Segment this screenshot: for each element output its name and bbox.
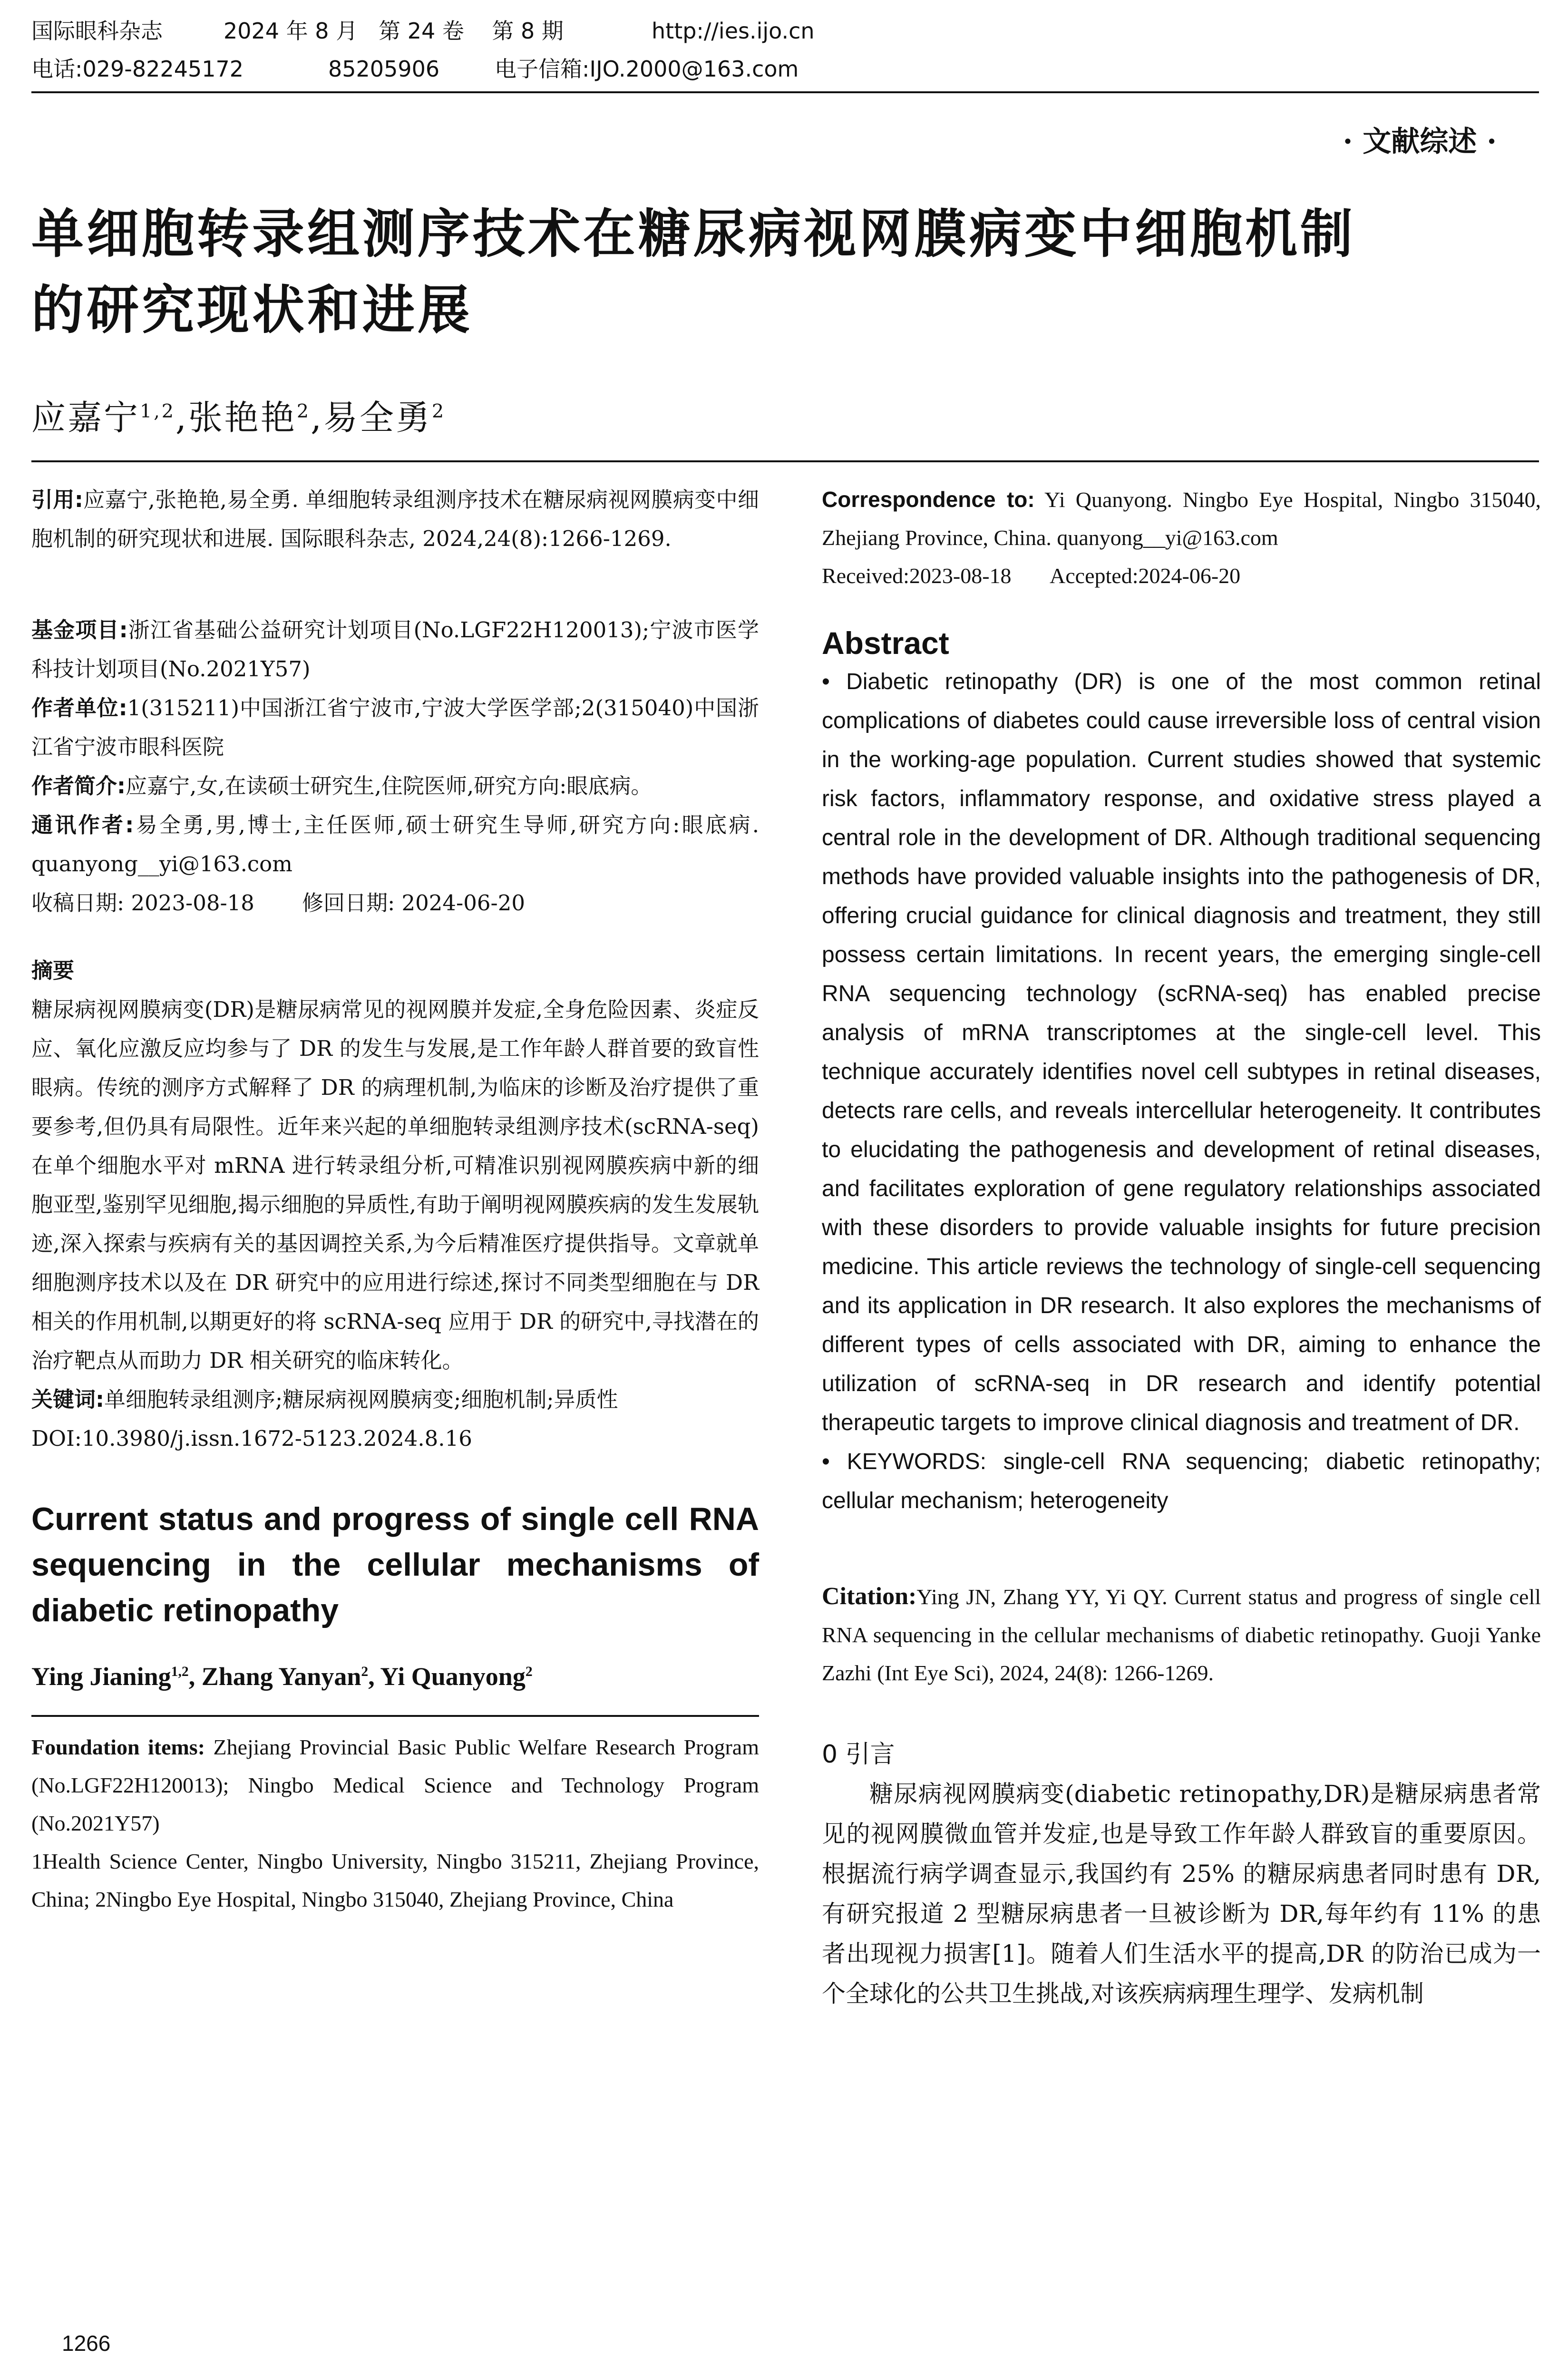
intro-heading: 0 引言 bbox=[822, 1740, 895, 1769]
dates-en: Received:2023-08-18 Accepted:2024-06-20 bbox=[822, 564, 1241, 588]
citation-en: Citation:Ying JN, Zhang YY, Yi QY. Current status and progress of single cell RNA sequencing in the cellular mechanisms of diabetic retinopathy. Guoji Yanke Zazhi (Int Eye Sci), 2024, 24(8): 1266-1269. bbox=[822, 1583, 1541, 1685]
correspondence-en: Correspondence to: Yi Quanyong. Ningbo Eye Hospital, Ningbo 315040, Zhejiang Province, China. quanyong__yi@163.com bbox=[822, 487, 1541, 550]
journal-url[interactable]: http://ies.ijo.cn bbox=[652, 18, 815, 44]
right-column bbox=[822, 480, 1541, 2014]
abstract-cn-text: 糖尿病视网膜病变(DR)是糖尿病常见的视网膜并发症,全身危险因素、炎症反应、氧化应激反应均参与了 DR 的发生与发展,是工作年龄人群首要的致盲性眼病。传统的测序方式解释了 DR 的病理机制,为临床的诊断及治疗提供了重要参考,但仍具有局限性。近年来兴起的单细胞转录组测序技术(scRNA-seq)在单个细胞水平对 mRNA 进行转录组分析,可精准识别视网膜疾病中新的细胞亚型,鉴别罕见细胞,揭示细胞的异质性,有助于阐明视网膜疾病的发生发展轨迹,深入探索与疾病有关的基因调控关系,为今后精准医疗提供指导。文章就单细胞测序技术以及在 DR 研究中的应用进行综述,探讨不同类型细胞在与 DR 相关的作用机制,以期更好的将 scRNA-seq 应用于 DR 的研究中,寻找潜在的治疗靶点从而助力 DR 相关研究的临床转化。 bbox=[31, 997, 759, 1373]
journal-name: 国际眼科杂志 bbox=[31, 18, 163, 44]
title-line-2: 的研究现状和进展 bbox=[31, 280, 473, 341]
doi[interactable]: DOI:10.3980/j.issn.1672-5123.2024.8.16 bbox=[31, 1426, 472, 1451]
unit-cn: 作者单位:1(315211)中国浙江省宁波市,宁波大学医学部;2(315040)中国浙江省宁波市眼科医院 bbox=[31, 695, 759, 760]
dates-cn: 收稿日期: 2023-08-18 修回日期: 2024-06-20 bbox=[31, 890, 525, 916]
abstract-en-text: • Diabetic retinopathy (DR) is one of the most common retinal complications of diabetes could cause irreversible loss of central vision in the working-age population. Current studies showed that systemic risk factors, inflammatory response, and oxidative stress played a central role in the development of DR. Although traditional sequencing methods have provided valuable insights into the pathogenesis of DR, offering crucial guidance for clinical diagnosis and treatment, they still possess certain limitations. In recent years, the emerging single-cell RNA sequencing technology (scRNA-seq) has enabled precise analysis of mRNA transcriptomes at the single-cell level. This technique accurately identifies novel cell subtypes in retinal diseases, detects rare cells, and reveals intercellular heterogeneity. It contributes to elucidating the pathogenesis and development of retinal diseases, and facilitates exploration of gene regulatory relationships associated with these disorders to provide valuable insights for future precision medicine. This article reviews the technology of single-cell sequencing and its application in DR research. It also explores the mechanisms of different types of cells associated with DR, aiming to enhance the utilization of scRNA-seq in DR research and identify potential therapeutic targets to improve clinical diagnosis and treatment of DR. bbox=[822, 669, 1541, 1435]
author-1-sup: 1,2 bbox=[140, 400, 175, 422]
page-number: 1266 bbox=[62, 2331, 111, 2356]
authors-rule bbox=[31, 460, 1539, 462]
english-authors-rule bbox=[31, 1696, 759, 1717]
authors-cn: 应嘉宁$^{1,2}$,张艳艳$^2$,易全勇$^2$ bbox=[31, 398, 446, 438]
corr-cn: 通讯作者:易全勇,男,博士,主任医师,硕士研究生导师,研究方向:眼底病. quanyong__yi@163.com bbox=[31, 812, 759, 877]
bio-cn: 作者简介:应嘉宁,女,在读硕士研究生,住院医师,研究方向:眼底病。 bbox=[31, 773, 653, 799]
citation-cn: 引用:应嘉宁,张艳艳,易全勇. 单细胞转录组测序技术在糖尿病视网膜病变中细胞机制的研究现状和进展. 国际眼科杂志, 2024,24(8):1266-1269. bbox=[31, 487, 759, 551]
email: 电子信箱:IJO.2000@163.com bbox=[495, 56, 799, 82]
author-2: 张艳艳 bbox=[188, 398, 297, 438]
author-1: 应嘉宁 bbox=[31, 398, 140, 438]
author-3-sup: 2 bbox=[431, 400, 446, 422]
left-column bbox=[31, 480, 759, 1919]
keywords-en: • KEYWORDS: single-cell RNA sequencing; diabetic retinopathy; cellular mechanism; heterogeneity bbox=[822, 1449, 1541, 1513]
title-line-1: 单细胞转录组测序技术在糖尿病视网膜病变中细胞机制 bbox=[31, 204, 1355, 264]
phone: 电话:029-82245172 bbox=[31, 56, 244, 82]
foundation-en: Foundation items: Zhejiang Provincial Basic Public Welfare Research Program (No.LGF22H120013); Ningbo Medical Science and Technology Program (No.2021Y57) bbox=[31, 1735, 760, 1835]
intro-text: 糖尿病视网膜病变(diabetic retinopathy,DR)是糖尿病患者常见的视网膜微血管并发症,也是导致工作年龄人群致盲的重要原因。根据流行病学调查显示,我国约有 25% 的糖尿病患者同时患有 DR,有研究报道 2 型糖尿病患者一旦被诊断为 DR,每年约有 11% 的患者出现视力损害[1]。随着人们生活水平的提高,DR 的防治已成为一个全球化的公共卫生挑战,对该疾病病理生理学、发病机制 bbox=[822, 1780, 1541, 2007]
fund-cn: 基金项目:浙江省基础公益研究计划项目(No.LGF22H120013);宁波市医学科技计划项目(No.2021Y57) bbox=[31, 617, 759, 682]
author-3: 易全勇 bbox=[323, 398, 432, 438]
issue-info: 2024 年 8 月 第 24 卷 第 8 期 bbox=[224, 18, 564, 44]
abstract-cn-heading: 摘要 bbox=[31, 958, 75, 983]
affiliation-en: 1Health Science Center, Ningbo University, Ningbo 315211, Zhejiang Province, China; 2Ningbo Eye Hospital, Ningbo 315040, Zhejiang Province, China bbox=[31, 1849, 759, 1911]
section-tag: · 文献综述 · bbox=[1343, 125, 1497, 158]
authors-en: Ying Jianing$^{1,2}$, Zhang Yanyan$^2$, Yi Quanyong$^2$ bbox=[31, 1662, 533, 1691]
header-rule bbox=[31, 91, 1539, 93]
author-2-sup: 2 bbox=[296, 400, 311, 422]
keywords-cn: 关键词:单细胞转录组测序;糖尿病视网膜病变;细胞机制;异质性 bbox=[31, 1387, 618, 1412]
phone-2: 85205906 bbox=[328, 56, 440, 82]
abstract-en-heading: Abstract bbox=[822, 625, 949, 661]
english-title: Current status and progress of single cell RNA sequencing in the cellular mechanisms of diabetic retinopathy bbox=[31, 1501, 759, 1628]
